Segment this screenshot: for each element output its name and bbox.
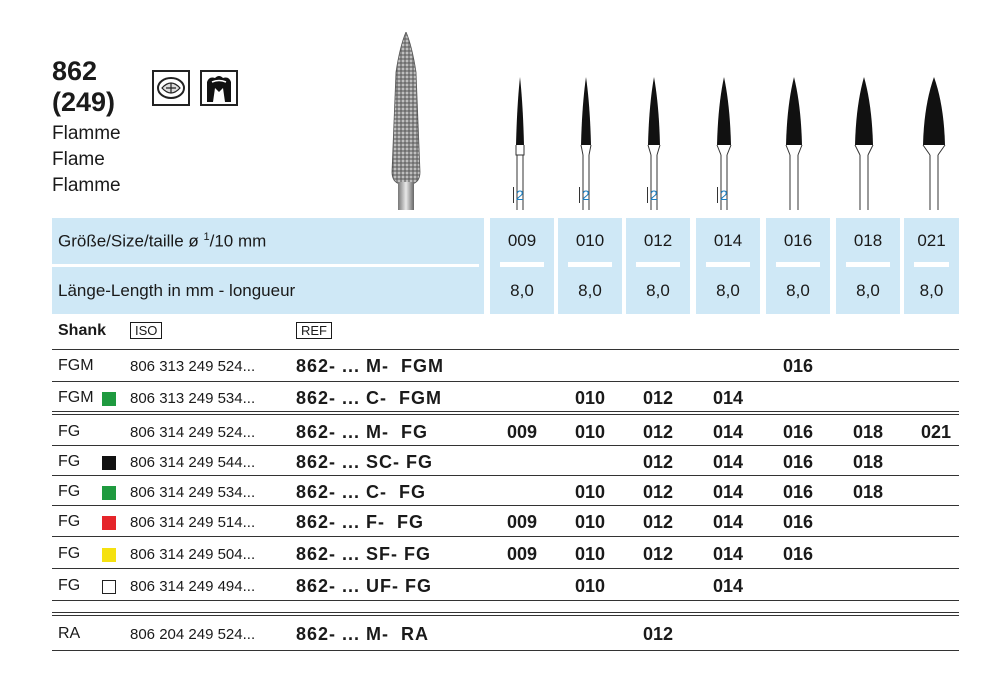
table-row xyxy=(52,352,959,382)
size-value: 014 xyxy=(713,231,743,250)
shank-type: FG xyxy=(58,545,81,562)
table-row xyxy=(52,418,959,448)
bur-silhouette xyxy=(774,75,814,210)
size-cell xyxy=(904,218,959,314)
table-row xyxy=(52,572,959,602)
available-size: 012 xyxy=(642,624,674,644)
ref-number: 862- ... M- FGM xyxy=(296,356,445,376)
iso-number: 806 314 249 524... xyxy=(130,424,256,441)
crown-prep-icon xyxy=(152,70,190,106)
available-size: 014 xyxy=(712,388,744,408)
size-value: 012 xyxy=(643,231,673,250)
grit-color-square xyxy=(102,456,116,470)
spec-band xyxy=(52,218,959,314)
available-size: 010 xyxy=(574,388,606,408)
ref-number: 862- ... M- RA xyxy=(296,624,430,644)
iso-number: 806 314 249 514... xyxy=(130,514,256,531)
available-size: 016 xyxy=(782,544,814,564)
row-divider xyxy=(52,650,959,651)
available-size: 010 xyxy=(574,482,606,502)
available-size: 021 xyxy=(920,422,952,442)
available-size: 016 xyxy=(782,452,814,472)
available-size: 012 xyxy=(642,452,674,472)
row-divider xyxy=(52,349,959,350)
available-size: 012 xyxy=(642,544,674,564)
size-value: 016 xyxy=(783,231,813,250)
name-fr: Flamme xyxy=(52,175,121,196)
shank-type: RA xyxy=(58,625,81,642)
shank-type: FGM xyxy=(58,357,94,374)
size-value: 018 xyxy=(853,231,883,250)
available-size: 009 xyxy=(506,422,538,442)
iso-number: 806 314 249 494... xyxy=(130,578,256,595)
grit-color-square xyxy=(102,516,116,530)
product-title xyxy=(52,56,115,118)
available-size: 014 xyxy=(712,422,744,442)
available-size: 018 xyxy=(852,422,884,442)
row-divider xyxy=(52,612,959,613)
available-size: 010 xyxy=(574,544,606,564)
product-number: 862 xyxy=(52,56,98,86)
available-size: 016 xyxy=(782,356,814,376)
table-row xyxy=(52,478,959,508)
length-value: 8,0 xyxy=(786,281,810,300)
grit-color-square xyxy=(102,486,116,500)
table-row xyxy=(52,540,959,570)
size-cell xyxy=(626,218,690,314)
shank-numeral: 2 xyxy=(513,187,524,203)
name-en: Flame xyxy=(52,149,105,170)
size-cell xyxy=(696,218,760,314)
available-size: 010 xyxy=(574,512,606,532)
grit-color-square xyxy=(102,392,116,406)
shank-type: FG xyxy=(58,577,81,594)
iso-number: 806 314 249 544... xyxy=(130,454,256,471)
bur-silhouette xyxy=(704,75,744,210)
size-cell xyxy=(490,218,554,314)
ref-number: 862- ... F- FG xyxy=(296,512,425,532)
size-label: Größe/Size/taille ø $^1$/10 mm xyxy=(58,231,267,251)
ref-number: 862- ... SC- FG xyxy=(296,452,434,472)
available-size: 012 xyxy=(642,512,674,532)
shank-numeral: 2 xyxy=(647,187,658,203)
available-size: 014 xyxy=(712,512,744,532)
size-cell xyxy=(766,218,830,314)
length-label: Länge-Length in mm - longueur xyxy=(58,281,296,300)
available-size: 009 xyxy=(506,512,538,532)
available-size: 014 xyxy=(712,544,744,564)
available-size: 014 xyxy=(712,452,744,472)
shank-type: FG xyxy=(58,453,81,470)
size-value: 021 xyxy=(917,231,946,250)
iso-number: 806 314 249 504... xyxy=(130,546,256,563)
length-value: 8,0 xyxy=(716,281,740,300)
header-iso: ISO xyxy=(130,322,162,340)
shank-type: FG xyxy=(58,513,81,530)
grit-color-square xyxy=(102,548,116,562)
size-value: 010 xyxy=(575,231,605,250)
bur-silhouette xyxy=(566,75,606,210)
table-row xyxy=(52,448,959,478)
length-value: 8,0 xyxy=(646,281,670,300)
ref-number: 862- ... UF- FG xyxy=(296,576,433,596)
row-divider xyxy=(52,615,959,616)
length-value: 8,0 xyxy=(510,281,534,300)
available-size: 010 xyxy=(574,576,606,596)
length-value: 8,0 xyxy=(578,281,602,300)
available-size: 012 xyxy=(642,482,674,502)
shank-numeral: 2 xyxy=(717,187,728,203)
shank-type: FGM xyxy=(58,389,94,406)
shank-type: FG xyxy=(58,423,81,440)
product-names xyxy=(52,121,121,199)
bur-silhouette xyxy=(844,75,884,210)
row-divider xyxy=(52,414,959,415)
bur-silhouette xyxy=(914,75,954,210)
ref-number: 862- ... C- FGM xyxy=(296,388,443,408)
bur-photo xyxy=(386,32,426,210)
available-size: 016 xyxy=(782,482,814,502)
shank-numeral: 2 xyxy=(579,187,590,203)
iso-number: 806 314 249 534... xyxy=(130,484,256,501)
iso-number: 806 313 249 534... xyxy=(130,390,256,407)
available-size: 016 xyxy=(782,512,814,532)
available-size: 018 xyxy=(852,482,884,502)
ref-number: 862- ... SF- FG xyxy=(296,544,432,564)
ref-number: 862- ... M- FG xyxy=(296,422,429,442)
iso-number: 806 204 249 524... xyxy=(130,626,256,643)
size-cell xyxy=(836,218,900,314)
available-size: 014 xyxy=(712,482,744,502)
header-shank: Shank xyxy=(58,322,107,339)
available-size: 012 xyxy=(642,422,674,442)
available-size: 014 xyxy=(712,576,744,596)
iso-number: 806 313 249 524... xyxy=(130,358,256,375)
available-size: 012 xyxy=(642,388,674,408)
length-value: 8,0 xyxy=(919,281,944,300)
available-size: 016 xyxy=(782,422,814,442)
table-row xyxy=(52,620,959,650)
table-row xyxy=(52,384,959,414)
available-size: 018 xyxy=(852,452,884,472)
available-size: 010 xyxy=(574,422,606,442)
grit-color-square xyxy=(102,580,116,594)
name-de: Flamme xyxy=(52,123,121,144)
tooth-icon xyxy=(200,70,238,106)
spec-labels xyxy=(52,218,484,314)
size-value: 009 xyxy=(507,231,537,250)
application-icons xyxy=(152,70,238,106)
shank-type: FG xyxy=(58,483,81,500)
size-cell xyxy=(558,218,622,314)
band-separator xyxy=(52,264,479,267)
iso-shape-number: (249) xyxy=(52,87,116,117)
length-value: 8,0 xyxy=(856,281,880,300)
table-row xyxy=(52,508,959,538)
ref-number: 862- ... C- FG xyxy=(296,482,427,502)
available-size: 009 xyxy=(506,544,538,564)
bur-silhouette xyxy=(634,75,674,210)
bur-silhouette xyxy=(500,75,540,210)
header-ref: REF xyxy=(296,322,332,340)
